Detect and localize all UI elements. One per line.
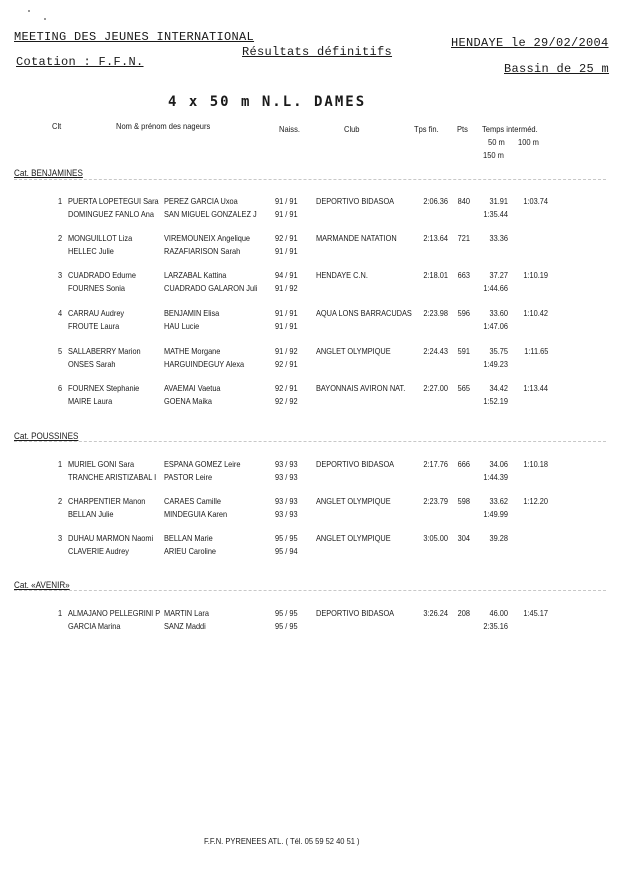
footer-contact: F.F.N. PYRENEES ATL. ( Tél. 05 59 52 40 51 ) bbox=[204, 836, 360, 846]
final-time: 3:05.00 bbox=[423, 533, 448, 543]
split-50m: 33.60 bbox=[489, 308, 508, 318]
split-150m: 1:49.99 bbox=[483, 508, 508, 519]
points: 591 bbox=[457, 346, 470, 356]
category-heading: Cat. BENJAMINES bbox=[14, 168, 83, 178]
swimmer-name: AVAEMAI Vaetua bbox=[164, 383, 221, 393]
results-status: Résultats définitifs bbox=[242, 45, 393, 59]
points: 208 bbox=[457, 608, 470, 618]
rank: 4 bbox=[58, 308, 63, 318]
col-header-final-time: Tps fin. bbox=[414, 124, 439, 134]
split-150m: 2:35.16 bbox=[483, 620, 508, 631]
split-150m: 1:35.44 bbox=[483, 208, 508, 219]
category-heading: Cat. POUSSINES bbox=[14, 431, 79, 441]
swimmer-name: MINDEGUIA Karen bbox=[164, 508, 228, 519]
rank: 1 bbox=[58, 196, 63, 206]
club-name: ANGLET OLYMPIQUE bbox=[316, 533, 391, 543]
points: 565 bbox=[457, 383, 470, 393]
category-divider bbox=[14, 441, 606, 442]
swimmer-name: LARZABAL Kattina bbox=[164, 270, 227, 280]
club-name: MARMANDE NATATION bbox=[316, 233, 397, 243]
final-time: 2:24.43 bbox=[423, 346, 448, 356]
pool-length: Bassin de 25 m bbox=[504, 62, 610, 76]
birth-years: 95 / 95 bbox=[275, 608, 298, 618]
category-heading: Cat. «AVENIR» bbox=[14, 580, 70, 590]
points: 666 bbox=[457, 459, 470, 469]
scan-speck bbox=[28, 10, 30, 12]
col-header-split-50: 50 m bbox=[488, 137, 505, 147]
rank: 6 bbox=[58, 383, 63, 393]
rank: 3 bbox=[58, 533, 63, 543]
category-divider bbox=[14, 179, 606, 180]
swimmer-name: CARAES Camille bbox=[164, 496, 221, 506]
split-150m: 1:52.19 bbox=[483, 395, 508, 406]
swimmer-name: BELLAN Julie bbox=[68, 508, 114, 519]
final-time: 2:06.36 bbox=[423, 196, 448, 206]
final-time: 3:26.24 bbox=[423, 608, 448, 618]
split-50m: 37.27 bbox=[489, 270, 508, 280]
col-header-points: Pts bbox=[457, 124, 468, 134]
swimmer-name: MONGUILLOT Liza bbox=[68, 233, 133, 243]
club-name: ANGLET OLYMPIQUE bbox=[316, 496, 391, 506]
swimmer-name: GARCIA Marina bbox=[68, 620, 121, 631]
split-100m: 1:11.65 bbox=[523, 346, 548, 356]
birth-years: 93 / 93 bbox=[275, 508, 298, 519]
col-header-name: Nom & prénom des nageurs bbox=[116, 121, 211, 131]
club-name: HENDAYE C.N. bbox=[316, 270, 368, 280]
split-100m: 1:45.17 bbox=[523, 608, 548, 618]
scan-speck bbox=[44, 18, 46, 20]
swimmer-name: ARIEU Caroline bbox=[164, 545, 217, 556]
swimmer-name: FOURNES Sonia bbox=[68, 282, 125, 293]
rank: 2 bbox=[58, 496, 63, 506]
swimmer-name: SANZ Maddi bbox=[164, 620, 206, 631]
club-name: BAYONNAIS AVIRON NAT. bbox=[316, 383, 406, 393]
col-header-split-150: 150 m bbox=[483, 150, 504, 160]
split-150m: 1:49.23 bbox=[483, 358, 508, 369]
birth-years: 93 / 93 bbox=[275, 459, 298, 469]
split-50m: 39.28 bbox=[489, 533, 508, 543]
swimmer-name: CHARPENTIER Manon bbox=[68, 496, 146, 506]
final-time: 2:13.64 bbox=[423, 233, 448, 243]
birth-years: 91 / 91 bbox=[275, 308, 298, 318]
birth-years: 93 / 93 bbox=[275, 471, 298, 482]
swimmer-name: MAIRE Laura bbox=[68, 395, 113, 406]
swimmer-name: CUADRADO GALARON Juli bbox=[164, 282, 258, 293]
birth-years: 92 / 91 bbox=[275, 358, 298, 369]
rank: 3 bbox=[58, 270, 63, 280]
split-100m: 1:12.20 bbox=[523, 496, 548, 506]
swimmer-name: CLAVERIE Audrey bbox=[68, 545, 129, 556]
split-150m: 1:44.39 bbox=[483, 471, 508, 482]
swimmer-name: RAZAFIARISON Sarah bbox=[164, 245, 241, 256]
split-100m: 1:03.74 bbox=[523, 196, 548, 206]
final-time: 2:17.76 bbox=[423, 459, 448, 469]
meeting-title: MEETING DES JEUNES INTERNATIONAL bbox=[14, 30, 255, 44]
col-header-split-100: 100 m bbox=[518, 137, 539, 147]
swimmer-name: DUHAU MARMON Naomi bbox=[68, 533, 154, 543]
points: 304 bbox=[457, 533, 470, 543]
points: 721 bbox=[457, 233, 470, 243]
final-time: 2:23.79 bbox=[423, 496, 448, 506]
swimmer-name: ONSES Sarah bbox=[68, 358, 116, 369]
club-name: DEPORTIVO BIDASOA bbox=[316, 196, 395, 206]
birth-years: 91 / 91 bbox=[275, 196, 298, 206]
swimmer-name: MARTIN Lara bbox=[164, 608, 209, 618]
swimmer-name: FROUTE Laura bbox=[68, 320, 120, 331]
rank: 1 bbox=[58, 459, 63, 469]
swimmer-name: BELLAN Marie bbox=[164, 533, 213, 543]
birth-years: 91 / 91 bbox=[275, 208, 298, 219]
swimmer-name: FOURNEX Stephanie bbox=[68, 383, 140, 393]
split-50m: 34.42 bbox=[489, 383, 508, 393]
club-name: ANGLET OLYMPIQUE bbox=[316, 346, 391, 356]
split-150m: 1:44.66 bbox=[483, 282, 508, 293]
rank: 2 bbox=[58, 233, 63, 243]
points: 598 bbox=[457, 496, 470, 506]
swimmer-name: ESPANA GOMEZ Leire bbox=[164, 459, 241, 469]
col-header-club: Club bbox=[344, 124, 360, 134]
birth-years: 95 / 95 bbox=[275, 533, 298, 543]
swimmer-name: CUADRADO Edurne bbox=[68, 270, 136, 280]
birth-years: 94 / 91 bbox=[275, 270, 298, 280]
club-name: DEPORTIVO BIDASOA bbox=[316, 459, 395, 469]
birth-years: 92 / 91 bbox=[275, 383, 298, 393]
swimmer-name: MURIEL GONI Sara bbox=[68, 459, 135, 469]
split-100m: 1:13.44 bbox=[523, 383, 548, 393]
swimmer-name: SAN MIGUEL GONZALEZ J bbox=[164, 208, 257, 219]
split-100m: 1:10.19 bbox=[523, 270, 548, 280]
swimmer-name: TRANCHE ARISTIZABAL I bbox=[68, 471, 157, 482]
birth-years: 92 / 92 bbox=[275, 395, 298, 406]
birth-years: 91 / 92 bbox=[275, 346, 298, 356]
club-name: AQUA LONS BARRACUDAS bbox=[316, 308, 412, 318]
swimmer-name: HAU Lucie bbox=[164, 320, 200, 331]
location-date: HENDAYE le 29/02/2004 bbox=[451, 36, 609, 50]
split-50m: 35.75 bbox=[489, 346, 508, 356]
points: 663 bbox=[457, 270, 470, 280]
swimmer-name: PEREZ GARCIA Uxoa bbox=[164, 196, 238, 206]
swimmer-name: MATHE Morgane bbox=[164, 346, 221, 356]
split-50m: 46.00 bbox=[489, 608, 508, 618]
event-title: 4 x 50 m N.L. DAMES bbox=[168, 94, 367, 110]
split-100m: 1:10.42 bbox=[523, 308, 548, 318]
col-header-rank: Clt bbox=[52, 121, 62, 131]
birth-years: 91 / 91 bbox=[275, 245, 298, 256]
rank: 1 bbox=[58, 608, 63, 618]
points: 596 bbox=[457, 308, 470, 318]
swimmer-name: HELLEC Julie bbox=[68, 245, 114, 256]
swimmer-name: CARRAU Audrey bbox=[68, 308, 125, 318]
swimmer-name: HARGUINDEGUY Alexa bbox=[164, 358, 245, 369]
birth-years: 91 / 92 bbox=[275, 282, 298, 293]
swimmer-name: DOMINGUEZ FANLO Ana bbox=[68, 208, 155, 219]
split-100m: 1:10.18 bbox=[523, 459, 548, 469]
cotation-label: Cotation : F.F.N. bbox=[16, 55, 144, 69]
rank: 5 bbox=[58, 346, 63, 356]
swimmer-name: BENJAMIN Elisa bbox=[164, 308, 220, 318]
swimmer-name: ALMAJANO PELLEGRINI P bbox=[68, 608, 161, 618]
col-header-birth: Naiss. bbox=[279, 124, 300, 134]
swimmer-name: VIREMOUNEIX Angelique bbox=[164, 233, 251, 243]
category-divider bbox=[14, 590, 606, 591]
split-50m: 34.06 bbox=[489, 459, 508, 469]
club-name: DEPORTIVO BIDASOA bbox=[316, 608, 395, 618]
swimmer-name: GOENA Maika bbox=[164, 395, 212, 406]
final-time: 2:18.01 bbox=[423, 270, 448, 280]
final-time: 2:23.98 bbox=[423, 308, 448, 318]
birth-years: 95 / 94 bbox=[275, 545, 298, 556]
split-50m: 33.36 bbox=[489, 233, 508, 243]
birth-years: 95 / 95 bbox=[275, 620, 298, 631]
birth-years: 93 / 93 bbox=[275, 496, 298, 506]
split-150m: 1:47.06 bbox=[483, 320, 508, 331]
birth-years: 92 / 91 bbox=[275, 233, 298, 243]
final-time: 2:27.00 bbox=[423, 383, 448, 393]
swimmer-name: PUERTA LOPETEGUI Sara bbox=[68, 196, 159, 206]
swimmer-name: PASTOR Leire bbox=[164, 471, 213, 482]
col-header-splits: Temps interméd. bbox=[482, 124, 538, 134]
split-50m: 31.91 bbox=[489, 196, 508, 206]
split-50m: 33.62 bbox=[489, 496, 508, 506]
points: 840 bbox=[457, 196, 470, 206]
swimmer-name: SALLABERRY Marion bbox=[68, 346, 141, 356]
birth-years: 91 / 91 bbox=[275, 320, 298, 331]
